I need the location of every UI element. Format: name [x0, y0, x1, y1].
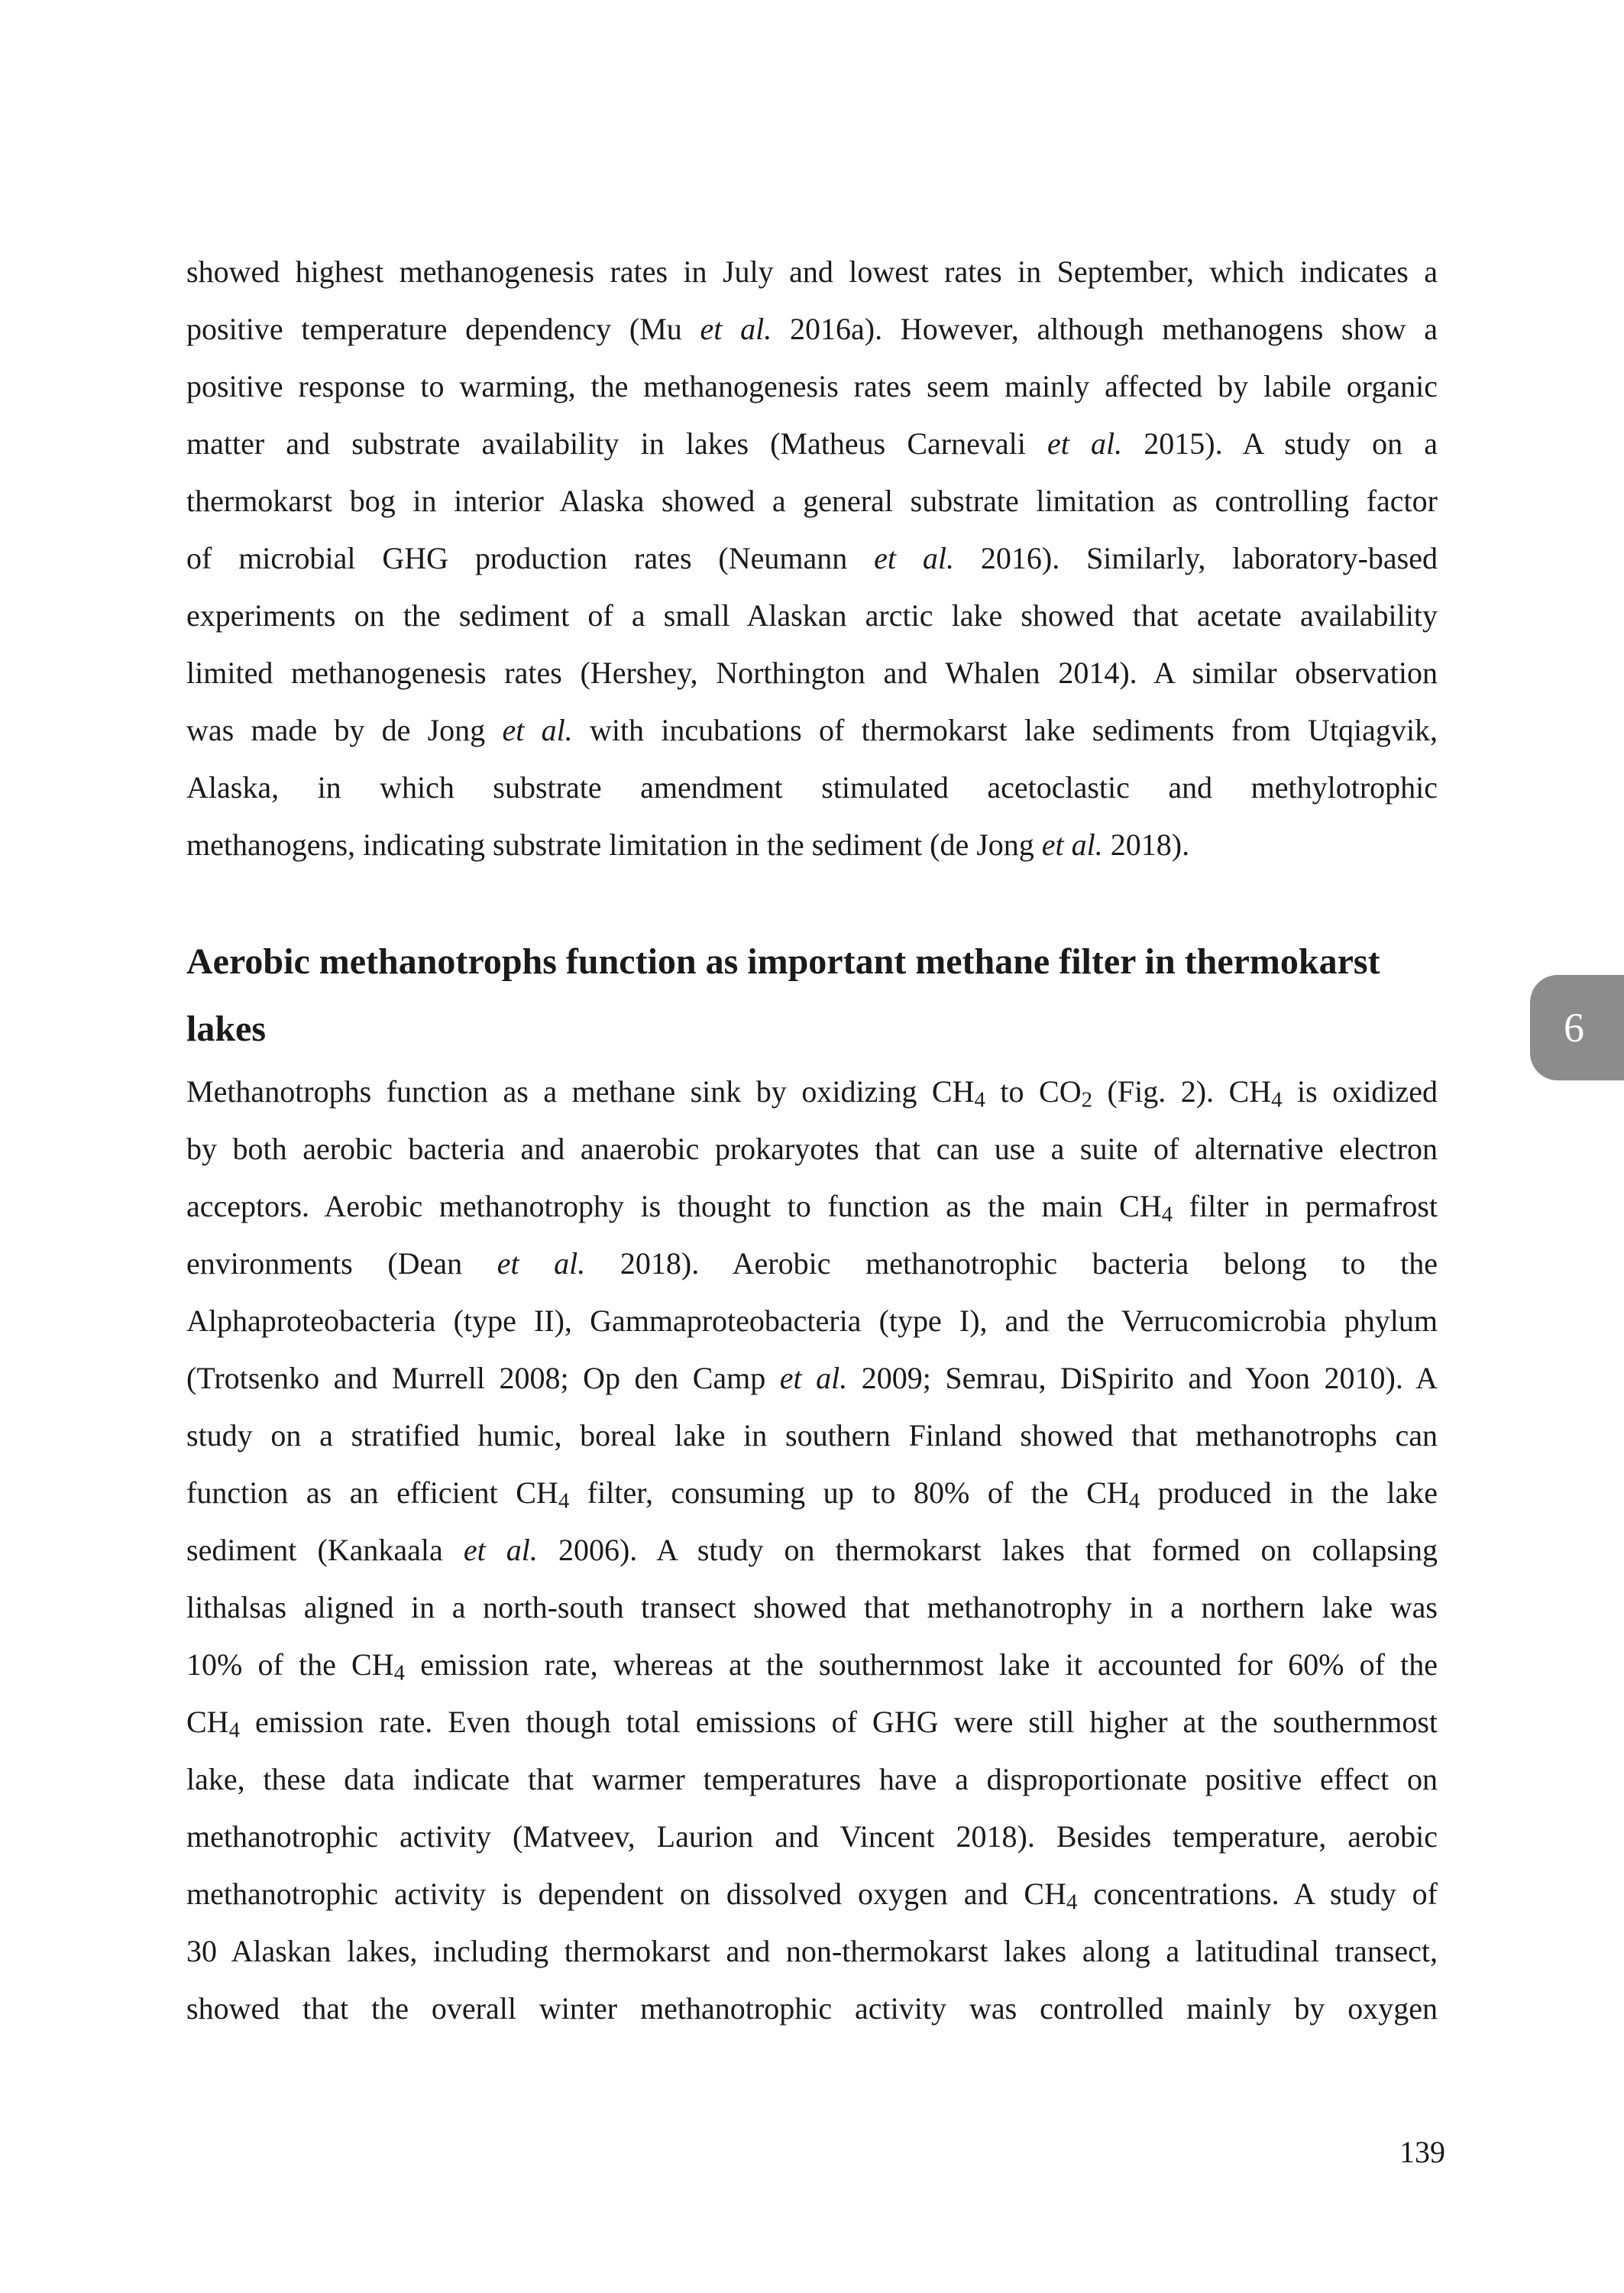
paragraph1-line: methanogens, indicating substrate limitation in the sediment (de Jong et al. 2018). — [186, 827, 1190, 862]
paragraph2-line: sediment (Kankaala et al. 2006). A study on thermokarst lakes that formed on collapsing — [186, 1533, 1438, 1567]
paragraph2-line: acceptors. Aerobic methanotrophy is thought to function as the main $CH_4$ filter in permafrost — [186, 1189, 1438, 1227]
paragraph2-line: by both aerobic bacteria and anaerobic prokaryotes that can use a suite of alternative electron — [186, 1132, 1438, 1166]
paragraph-methanogenesis — [186, 243, 1438, 873]
paragraph2-line: $CH_4$ emission rate. Even though total emissions of GHG were still higher at the southernmost — [186, 1705, 1438, 1743]
paragraph2-line: 30 Alaskan lakes, including thermokarst and non-thermokarst lakes along a latitudinal transect, — [186, 1934, 1438, 1968]
chapter-tab: 6 — [1530, 975, 1624, 1080]
paragraph1-line: experiments on the sediment of a small Alaskan arctic lake showed that acetate availability — [186, 598, 1438, 633]
paragraph1-line: limited methanogenesis rates (Hershey, Northington and Whalen 2014). A similar observation — [186, 656, 1438, 690]
paragraph2-line: lithalsas aligned in a north-south transect showed that methanotrophy in a northern lake was — [186, 1590, 1438, 1624]
paragraph-methanotrophs — [186, 1063, 1438, 2037]
paragraph2-line: (Trotsenko and Murrell 2008; Op den Camp et al. 2009; Semrau, DiSpirito and Yoon 2010). A — [186, 1361, 1438, 1395]
paragraph1-line: of microbial GHG production rates (Neumann et al. 2016). Similarly, laboratory-based — [186, 541, 1438, 575]
heading-line: lakes — [186, 1009, 267, 1049]
paragraph1-line: positive response to warming, the methanogenesis rates seem mainly affected by labile organic — [186, 369, 1438, 403]
paragraph1-line: Alaska, in which substrate amendment stimulated acetoclastic and methylotrophic — [186, 770, 1438, 805]
section-heading — [186, 928, 1438, 1063]
paragraph2-line: function as an efficient $CH_4$ filter, consuming up to 80% of the $CH_4$ produced in the lake — [186, 1475, 1438, 1514]
paragraph2-line: 10% of the $CH_4$ emission rate, whereas at the southernmost lake it accounted for 60% of the — [186, 1647, 1438, 1686]
heading-line: Aerobic methanotrophs function as important methane filter in thermokarst — [186, 941, 1380, 982]
page-number: 139 — [1399, 2135, 1445, 2169]
paragraph2-line: methanotrophic activity is dependent on dissolved oxygen and $CH_4$ concentrations. A study of — [186, 1877, 1438, 1915]
paragraph2-line: environments (Dean et al. 2018). Aerobic methanotrophic bacteria belong to the — [186, 1246, 1438, 1281]
paragraph1-line: positive temperature dependency (Mu et al. 2016a). However, although methanogens show a — [186, 312, 1438, 346]
page-body — [186, 243, 1438, 2037]
paragraph2-line: study on a stratified humic, boreal lake in southern Finland showed that methanotrophs can — [186, 1418, 1438, 1453]
paragraph2-line: lake, these data indicate that warmer temperatures have a disproportionate positive effect on — [186, 1762, 1438, 1796]
paragraph2-line: showed that the overall winter methanotrophic activity was controlled mainly by oxygen — [186, 1991, 1438, 2026]
paragraph2-line: Alphaproteobacteria (type II), Gammaproteobacteria (type I), and the Verrucomicrobia phylum — [186, 1304, 1438, 1338]
paragraph2-line: methanotrophic activity (Matveev, Laurion and Vincent 2018). Besides temperature, aerobic — [186, 1819, 1438, 1854]
paragraph1-line: thermokarst bog in interior Alaska showed a general substrate limitation as controlling factor — [186, 484, 1438, 518]
paragraph1-line: matter and substrate availability in lakes (Matheus Carnevali et al. 2015). A study on a — [186, 426, 1438, 461]
paragraph1-line: was made by de Jong et al. with incubations of thermokarst lake sediments from Utqiagvik, — [186, 713, 1438, 747]
paragraph1-line: showed highest methanogenesis rates in July and lowest rates in September, which indicates a — [186, 254, 1438, 289]
paragraph2-line: Methanotrophs function as a methane sink by oxidizing $CH_4$ to $CO_2$ (Fig. 2). $CH_4$ is oxidized — [186, 1074, 1438, 1112]
